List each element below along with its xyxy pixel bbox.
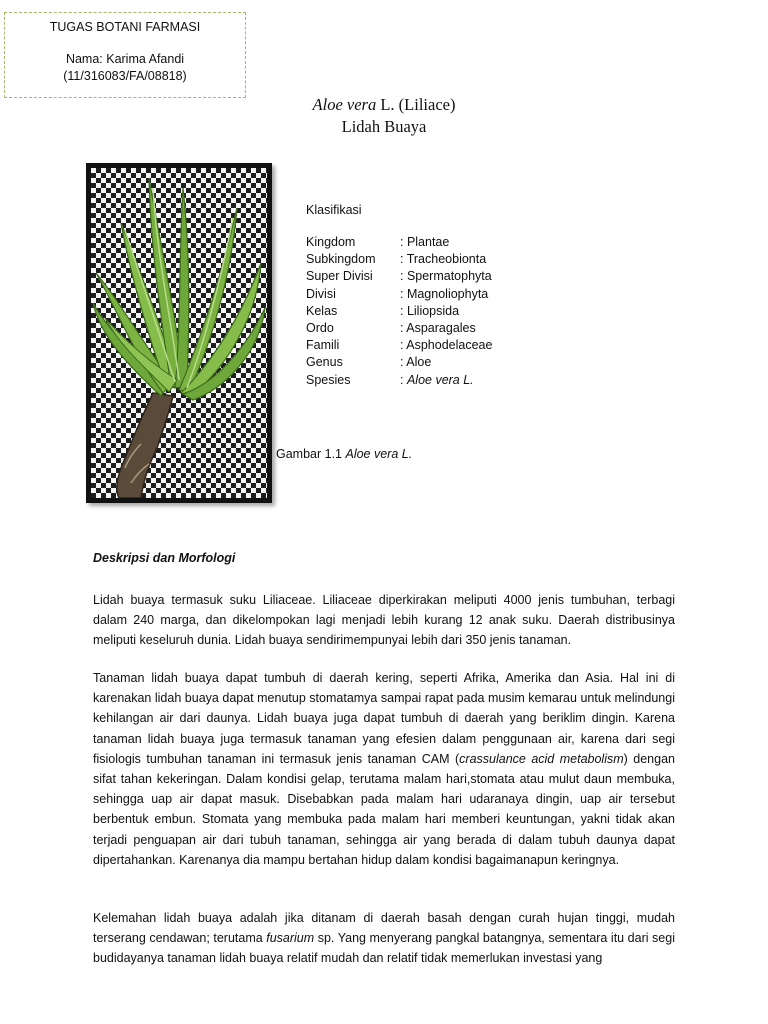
table-row xyxy=(306,320,492,337)
taxon-value: : Magnoliophyta xyxy=(400,286,489,301)
plant-photo-frame xyxy=(86,163,272,503)
paragraph-3-part-a: Kelemahan lidah buaya adalah jika ditanam di daerah basah dengan curah hujan tinggi, mudah terserang cendawan; terutama xyxy=(93,911,675,946)
taxon-key: Subkingdom xyxy=(306,252,376,267)
taxon-value xyxy=(400,372,492,389)
taxon-key: Divisi xyxy=(306,286,336,301)
table-row xyxy=(306,234,492,251)
section-heading: Deskripsi dan Morfologi xyxy=(93,551,236,565)
classification-block xyxy=(306,202,492,389)
taxon-key: Spesies xyxy=(306,372,351,387)
taxon-value-prefix: : xyxy=(400,372,407,387)
taxon-key: Genus xyxy=(306,355,343,370)
taxon-value: : Liliopsida xyxy=(400,303,460,318)
classification-table xyxy=(306,234,492,389)
paragraph-2 xyxy=(93,668,675,870)
taxon-value: : Aloe xyxy=(400,355,432,370)
taxon-value: : Tracheobionta xyxy=(400,252,487,267)
table-row xyxy=(306,286,492,303)
aloe-vera-photo xyxy=(91,168,267,498)
taxon-key: Famili xyxy=(306,338,340,353)
table-row xyxy=(306,372,492,389)
species-title xyxy=(200,94,568,116)
table-row xyxy=(306,337,492,354)
paragraph-2-part-a: Tanaman lidah buaya dapat tumbuh di daerah kering, seperti Afrika, Amerika dan Asia. Hal ini di karenakan lidah buaya dapat menutup stomatamya sampai rapat pada musim kemarau untuk melindungi kehilangan air dari daunya. Lidah buaya juga dapat tumbuh di daerah yang beriklim dingin. Karena tanaman lidah buaya juga termasuk tanaman yang efesien dalam penggunaan air, karena dari segi fisiologis tumbuhan tanaman ini termasuk jenis tanaman CAM ( xyxy=(93,671,675,766)
table-row xyxy=(306,354,492,371)
table-row xyxy=(306,251,492,268)
paragraph-3-italic: fusarium xyxy=(266,931,315,946)
paragraph-2-italic: crassulance acid metabolism xyxy=(459,751,624,766)
taxon-value: : Spermatophyta xyxy=(400,269,492,284)
caption-label: Gambar 1.1 xyxy=(276,447,346,461)
taxon-key: Kelas xyxy=(306,303,338,318)
species-title-rest: L. (Liliace) xyxy=(376,95,456,114)
table-row xyxy=(306,303,492,320)
taxon-key: Ordo xyxy=(306,321,334,336)
document-title xyxy=(200,94,568,138)
classification-heading: Klasifikasi xyxy=(306,203,362,217)
paragraph-1: Lidah buaya termasuk suku Liliaceae. Liliaceae diperkirakan meliputi 4000 jenis tumbuhan, terbagi dalam 240 marga, dan dikelompokan lagi menjadi lebih kurang 12 anak suku. Daerah distribusinya meliputi keseluruh dunia. Lidah buaya sendirimempunyai lebih dari 350 jenis tanaman. xyxy=(93,593,675,648)
taxon-value: : Asparagales xyxy=(400,321,476,336)
student-name: Nama: Karima Afandi xyxy=(65,52,185,66)
course-title: TUGAS BOTANI FARMASI xyxy=(49,20,201,34)
common-name-title: Lidah Buaya xyxy=(341,117,427,136)
paragraph-3-part-b: sp. Yang menyerang pangkal batangnya, sementara itu dari segi budidayanya tanaman lidah buaya relatif mudah dan relatif tidak memerlukan investasi yang xyxy=(93,931,675,966)
taxon-value: : Plantae xyxy=(400,235,450,249)
taxon-key: Kingdom xyxy=(306,235,356,249)
paragraph-2-part-b: ) dengan sifat tahan kekeringan. Dalam kondisi gelap, terutama malam hari,stomata atau mulut daun membuka, sehingga uap air dapat masuk. Disebabkan pada malam hari udaranaya dingin, uap air tersebut berbentuk embun. Stomata yang membuka pada malam hari memberi keuntungan, yakni tidak akan terjadi penguapan air dari tubuh tanaman, sehingga air yang berada di dalam tubuh daunya dapat dipertahankan. Karenanya dia mampu bertahan hidup dalam kondisi bagaimanapun keringnya. xyxy=(93,751,675,867)
species-title-italic: Aloe vera xyxy=(312,95,377,114)
paragraph-3 xyxy=(93,908,675,969)
aloe-plant-illustration xyxy=(91,168,267,498)
figure-caption xyxy=(276,446,412,463)
taxon-value: : Asphodelaceae xyxy=(400,338,493,353)
student-id: (11/316083/FA/08818) xyxy=(63,69,187,83)
taxon-value-italic: Aloe vera L. xyxy=(406,372,474,387)
taxon-key: Super Divisi xyxy=(306,269,373,284)
header-box xyxy=(4,12,246,98)
table-row xyxy=(306,268,492,285)
caption-italic: Aloe vera L. xyxy=(345,447,413,461)
